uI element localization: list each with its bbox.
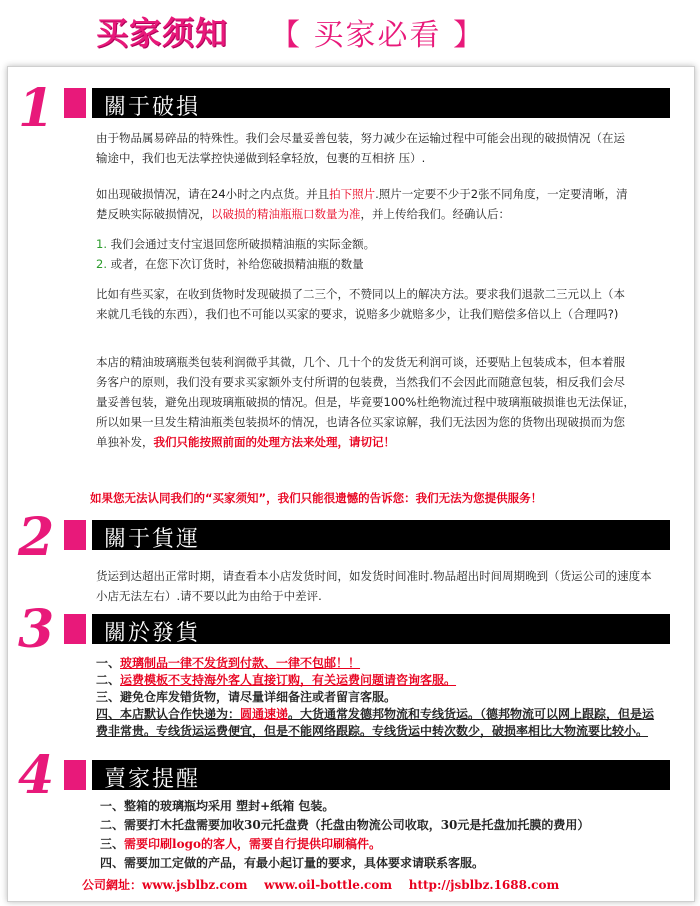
list-item: 二、需要打木托盘需要加收30元托盘费（托盘由物流公司收取，30元是托盘加托膜的费用）	[100, 818, 590, 832]
section-marker	[64, 614, 86, 644]
text-run: 四、本店默认合作快递为：	[96, 707, 241, 721]
list-item	[96, 254, 364, 274]
list-item: 一、整箱的玻璃瓶均采用 塑封+纸箱 包装。	[100, 799, 335, 813]
section-title: 賣家提醒	[104, 767, 201, 792]
text-run: 。大货通常发德邦物流和专线货运。（德邦物流可以网上跟踪，但是运费非常贵。专线货运运费便宜，但是不能网络跟踪。专线货运中转次数少，破损率相比大物流要比较小。	[96, 707, 655, 738]
highlight-text: 需要印刷logo的客人，需要自行提供印刷稿件。	[124, 837, 381, 851]
highlight-text: 运费模板不支持海外客人直接订购，有关运费问题请咨询客服。	[120, 673, 457, 687]
list-number: 一、	[96, 656, 121, 670]
list-number: 二、	[96, 673, 121, 687]
company-website-links[interactable]: 公司網址：www.jsblbz.com www.oil-bottle.com http://jsblbz.1688.com	[82, 878, 560, 892]
text-run: 如出现破损情况，请在24小时之内点货。并且	[96, 187, 330, 201]
list-item	[96, 706, 656, 740]
list-number: 三、	[100, 837, 125, 851]
page-subtitle: 【 买家必看 】	[270, 18, 486, 53]
paragraph	[96, 352, 636, 452]
section-title: 關於發貨	[104, 621, 201, 646]
list-number: 2.	[96, 257, 107, 271]
highlight-text: 圆通速递	[240, 707, 289, 721]
page-header	[0, 0, 700, 52]
list-item	[100, 835, 381, 854]
text-run: 本店的精油玻璃瓶类包装利润微乎其微，几个、几十个的发货无利润可谈，还要贴上包装成本，但本着服务客户的原则，我们没有要求买家额外支付所谓的包装费，当然我们不会因此而随意包装，相反我们会尽量妥善包装，避免出现玻璃瓶破损的情况。但是，毕竟要100%杜绝物流过程中玻璃瓶破损谁也无法保证，所以如果一旦发生精油瓶类包装损坏的情况，也请各位买家谅解，我们无法因为您的货物出现破损而为您单独补发，	[96, 355, 635, 449]
highlight-text: 拍下照片	[329, 187, 376, 201]
paragraph: 由于物品属易碎品的特殊性。我们会尽量妥善包装，努力减少在运输过程中可能会出现的破损情况（在运输途中，我们也无法掌控快递做到轻拿轻放，包裹的互相挤 压）.	[96, 131, 625, 165]
list-item: 三、避免仓库发错货物，请尽量详细备注或者留言客服。	[96, 690, 397, 704]
section-number: 2	[18, 507, 55, 568]
section-marker	[64, 88, 86, 118]
section-title: 關于貨運	[104, 527, 201, 552]
list-item	[96, 672, 656, 689]
highlight-text: 我们只能按照前面的处理方法来处理，请切记！	[153, 435, 395, 449]
list-item	[96, 655, 656, 672]
section-number: 4	[18, 745, 55, 806]
section-header	[64, 760, 670, 790]
list-text: 我们会通过支付宝退回您所破损精油瓶的实际金额。	[110, 237, 376, 251]
section-header	[64, 88, 670, 118]
highlight-text: 以破损的精油瓶瓶口数量为准	[211, 207, 361, 221]
page-title: 买家须知	[96, 14, 229, 52]
list-item: 四、需要加工定做的产品，有最小起订量的要求，具体要求请联系客服。	[100, 856, 485, 870]
section-header	[64, 520, 670, 550]
warning-text: 如果您无法认同我们的“买家须知”，我们只能很遗憾的告诉您：我们无法为您提供服务！	[90, 491, 543, 505]
highlight-text: 玻璃制品一律不发货到付款、一律不包邮！！	[120, 656, 361, 670]
list-number: 1.	[96, 237, 107, 251]
text-run: ，并上传给我们。经确认后：	[360, 207, 510, 221]
paragraph: 货运到达超出正常时期，请查看本小店发货时间，如发货时间准时.物品超出时间周期晚到（货运公司的速度本小店无法左右）.请不要以此为由给于中差评.	[96, 569, 652, 603]
section-marker	[64, 520, 86, 550]
text-run: .照片一定要不少于2张不同角度，一定要清晰，清楚反映实际破损情况，	[96, 187, 628, 221]
section-header	[64, 614, 670, 644]
section-title: 關于破損	[104, 95, 201, 120]
section-number: 3	[18, 599, 55, 660]
section-number: 1	[18, 78, 55, 139]
paragraph: 比如有些买家，在收到货物时发现破损了二三个，不赞同以上的解决方法。要求我们退款二三元以上（本来就几毛钱的东西），我们也不可能以买家的要求，说赔多少就赔多少，让我们赔偿多倍以上（合理吗?)	[96, 287, 625, 321]
list-item	[96, 234, 375, 254]
paragraph	[96, 184, 636, 224]
section-marker	[64, 760, 86, 790]
list-text: 或者，在您下次订货时，补给您破损精油瓶的数量	[110, 257, 364, 271]
